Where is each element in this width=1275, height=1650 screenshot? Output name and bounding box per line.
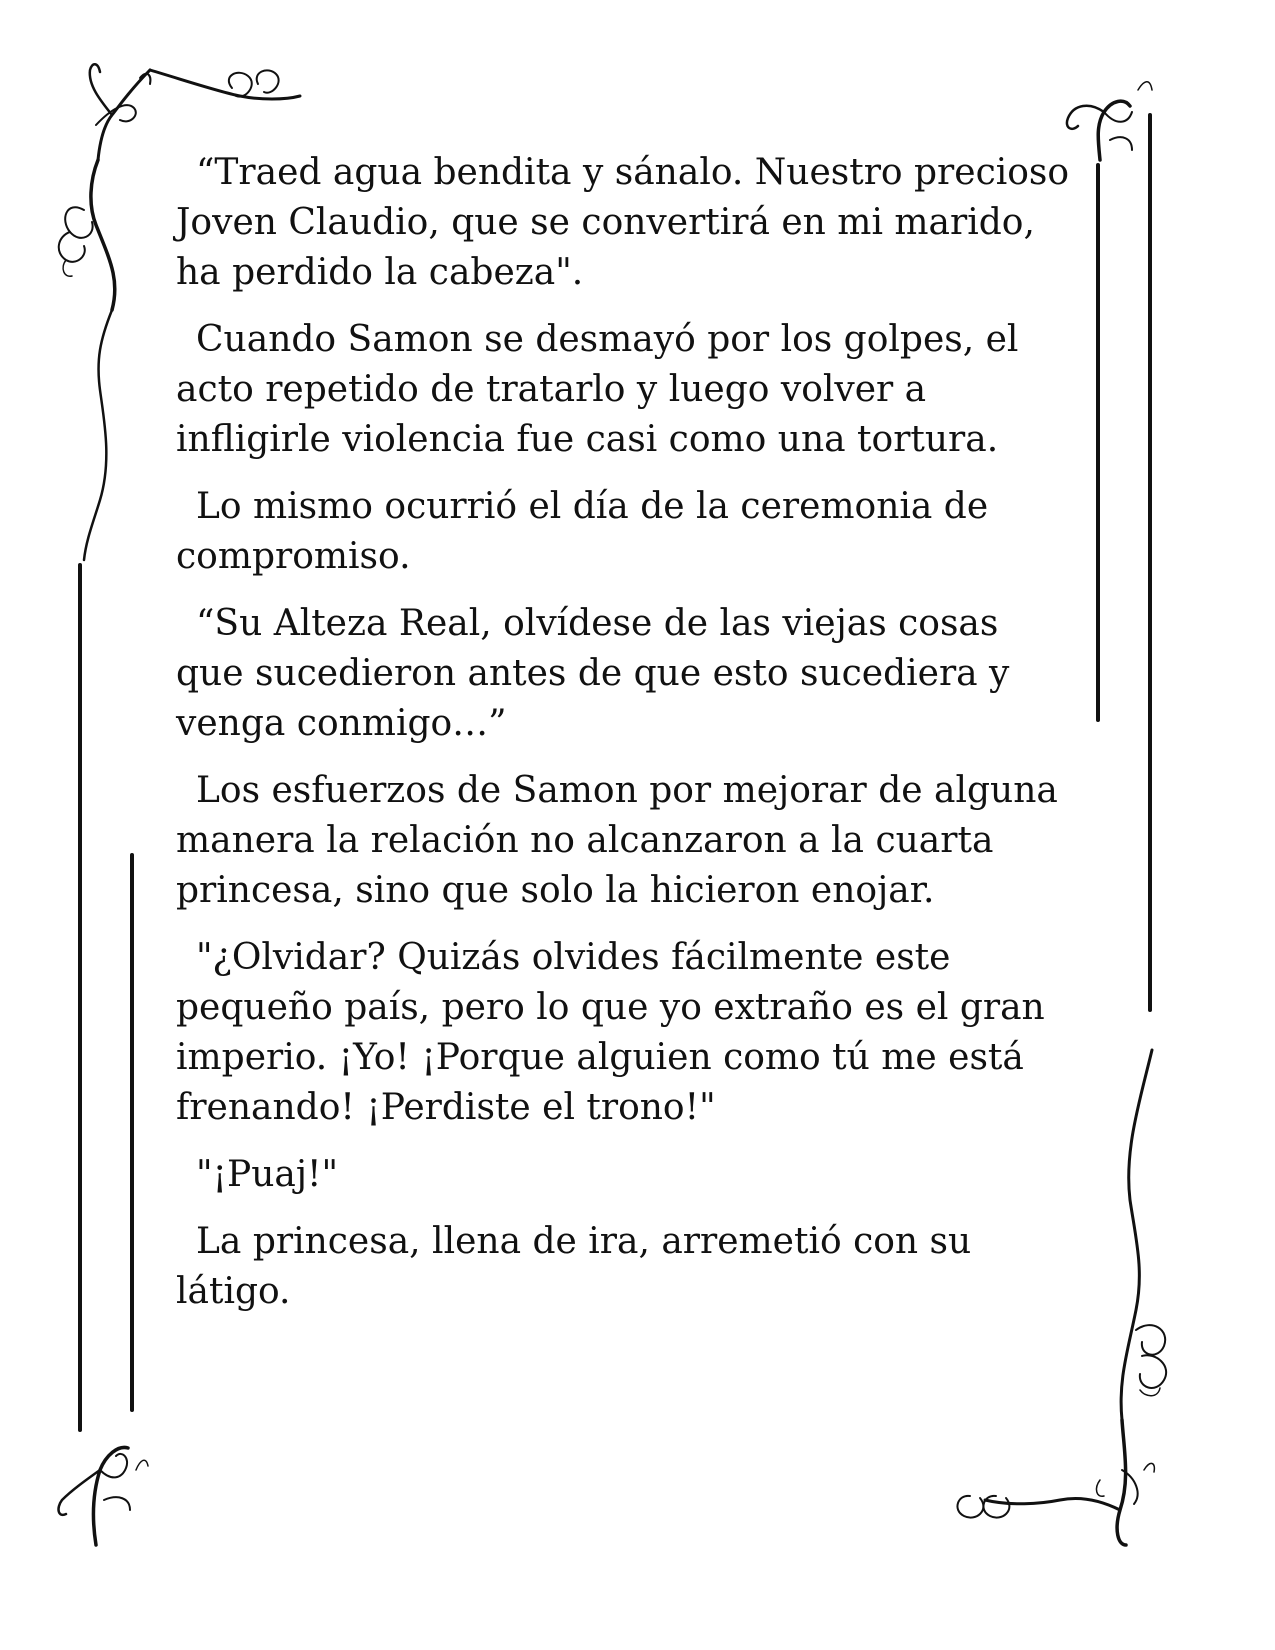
paragraph-samon-efforts: Los esfuerzos de Samon por mejorar de alguna manera la relación no alcanzaron a la cuarta princesa, sino que solo la hicieron enojar. — [176, 770, 1058, 911]
paragraph-engagement-ceremony: Lo mismo ocurrió el día de la ceremonia de compromiso. — [176, 486, 989, 577]
paragraph-princess-whip: La princesa, llena de ira, arremetió con su látigo. — [176, 1221, 972, 1312]
bottom-left-flourish-ornament — [59, 1447, 148, 1545]
story-text-column — [176, 148, 1076, 1334]
paragraph-forget-empire: "¿Olvidar? Quizás olvides fácilmente este pequeño país, pero lo que yo extraño es el gran imperio. ¡Yo! ¡Porque alguien como tú me está frenando! ¡Perdiste el trono!" — [176, 937, 1045, 1128]
paragraph-royal-highness: “Su Alteza Real, olvídese de las viejas cosas que sucedieron antes de que esto sucediera y venga conmigo…” — [176, 603, 1010, 744]
paragraph-ugh: "¡Puaj!" — [196, 1154, 339, 1195]
paragraph-samon-fainted: Cuando Samon se desmayó por los golpes, el acto repetido de tratarlo y luego volver a infligirle violencia fue casi como una tortura. — [176, 319, 1019, 460]
paragraph-holy-water: “Traed agua bendita y sánalo. Nuestro precioso Joven Claudio, que se convertirá en mi marido, ha perdido la cabeza". — [176, 152, 1070, 293]
top-right-flourish-ornament — [1067, 82, 1152, 160]
